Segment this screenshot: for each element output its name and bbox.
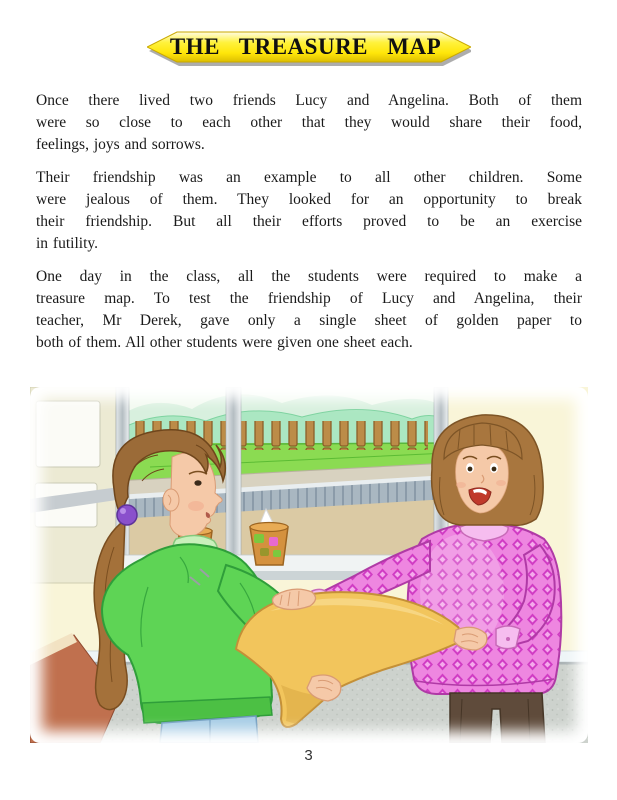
story-line: were jealous of them. They looked for an opportunity to break bbox=[36, 191, 582, 208]
illustration bbox=[30, 387, 588, 743]
story-line: treasure map. To test the friendship of Lucy and Angelina, their bbox=[36, 290, 582, 307]
story-line: were so close to each other that they would share their food, bbox=[36, 114, 582, 131]
angelina-blush bbox=[496, 480, 506, 486]
story-paragraph bbox=[36, 90, 582, 156]
story-text bbox=[36, 90, 582, 354]
lucy-eye bbox=[194, 480, 201, 486]
classroom-illustration bbox=[30, 387, 588, 743]
angelina-eye bbox=[468, 467, 473, 472]
page-number: 3 bbox=[304, 747, 313, 764]
title-banner bbox=[147, 29, 471, 69]
angelina-grip-hand bbox=[454, 627, 487, 650]
page-title: THE TREASURE MAP bbox=[169, 34, 442, 59]
story-line: Once there lived two friends Lucy and Angelina. Both of them bbox=[36, 92, 582, 109]
lucy-scrunchie bbox=[117, 505, 137, 525]
story-line: in futility. bbox=[36, 235, 98, 252]
story-line: teacher, Mr Derek, gave only a single sheet of golden paper to bbox=[36, 312, 582, 329]
story-line: One day in the class, all the students were required to make a bbox=[36, 268, 582, 285]
angelina-eye bbox=[492, 467, 497, 472]
story-paragraph bbox=[36, 266, 582, 354]
story-line: their friendship. But all their efforts proved to be an exercise bbox=[36, 213, 582, 230]
story-line: both of them. All other students were given one sheet each. bbox=[36, 334, 413, 351]
lucy-blush bbox=[188, 501, 204, 511]
story-line: Their friendship was an example to all other children. Some bbox=[36, 169, 582, 186]
angelina-blush bbox=[456, 482, 466, 488]
story-paragraph bbox=[36, 167, 582, 255]
story-line: feelings, joys and sorrows. bbox=[36, 136, 205, 153]
